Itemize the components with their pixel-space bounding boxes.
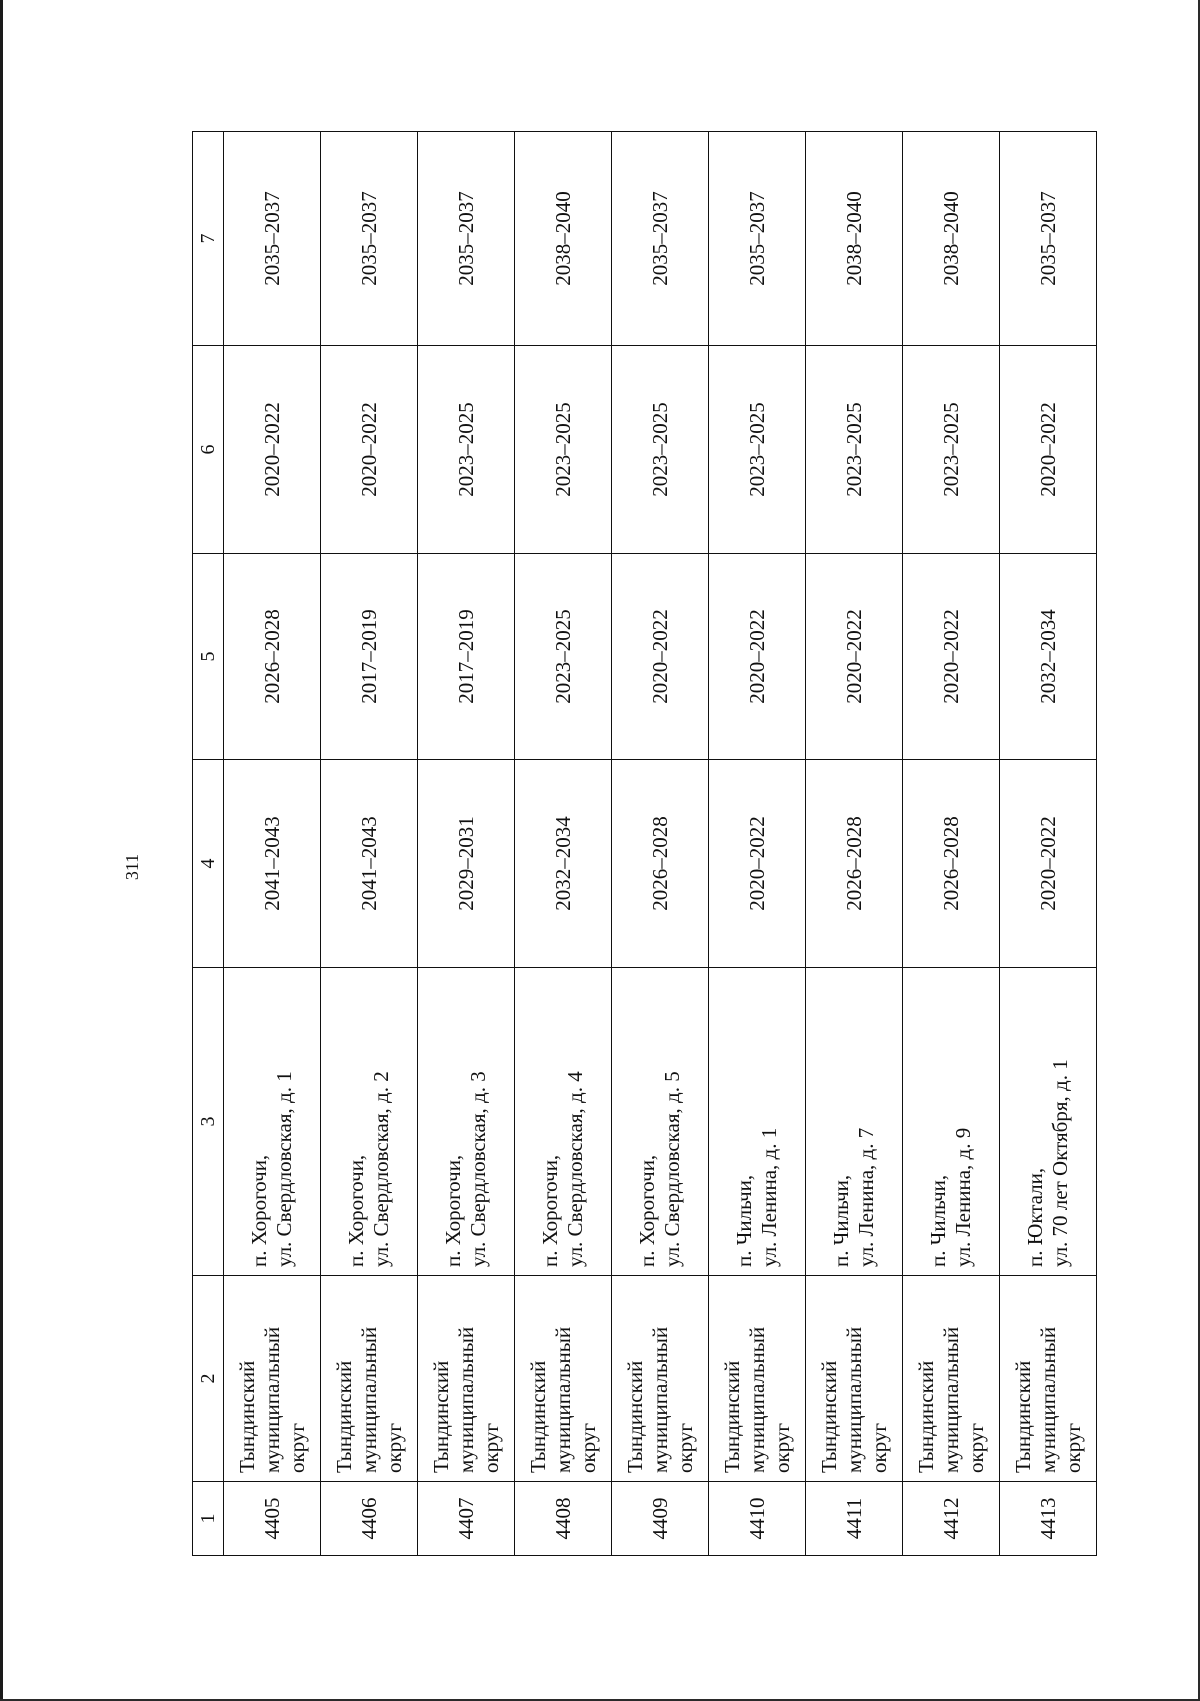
cell-address-text: п. Хорогочи, xyxy=(247,1154,271,1267)
cell-address-text: ул. Свердловская, д. 4 xyxy=(563,1071,587,1267)
cell-address-text: ул. 70 лет Октября, д. 1 xyxy=(1048,1059,1072,1267)
table-row xyxy=(612,132,709,1556)
cell-period-col7-text: 2035–2037 xyxy=(259,191,284,286)
cell-address xyxy=(709,968,806,1276)
cell-period-col4 xyxy=(709,760,806,968)
cell-number xyxy=(224,1482,321,1556)
cell-address xyxy=(321,968,418,1276)
cell-address xyxy=(903,968,1000,1276)
cell-period-col6 xyxy=(1000,346,1097,554)
cell-number-text: 4407 xyxy=(453,1497,478,1540)
table-row xyxy=(418,132,515,1556)
cell-number-text: 4410 xyxy=(744,1497,769,1540)
cell-number-text: 4409 xyxy=(647,1497,672,1540)
cell-district xyxy=(1000,1276,1097,1482)
cell-period-col4 xyxy=(418,760,515,968)
header-row xyxy=(193,132,224,1556)
table-row xyxy=(224,132,321,1556)
cell-address-text: п. Хорогочи, xyxy=(344,1154,368,1267)
cell-address-text: ул. Свердловская, д. 1 xyxy=(272,1071,296,1267)
cell-district-text: Тындинский муниципальный округ xyxy=(622,1326,697,1473)
cell-period-col5 xyxy=(612,554,709,760)
cell-district xyxy=(709,1276,806,1482)
cell-district-text: Тындинский муниципальный округ xyxy=(1010,1326,1085,1473)
cell-district-text: Тындинский муниципальный округ xyxy=(525,1326,600,1473)
cell-period-col4-text: 2026–2028 xyxy=(841,816,866,911)
cell-period-col5-text: 2020–2022 xyxy=(841,609,866,704)
cell-period-col4-text: 2026–2028 xyxy=(938,816,963,911)
cell-period-col6-text: 2023–2025 xyxy=(647,402,672,497)
cell-period-col6 xyxy=(418,346,515,554)
cell-period-col7-text: 2035–2037 xyxy=(1035,191,1060,286)
cell-number xyxy=(418,1482,515,1556)
cell-number-text: 4413 xyxy=(1035,1497,1060,1540)
cell-period-col5-text: 2023–2025 xyxy=(550,609,575,704)
cell-address xyxy=(1000,968,1097,1276)
cell-district-text: Тындинский муниципальный округ xyxy=(719,1326,794,1473)
cell-district xyxy=(418,1276,515,1482)
cell-address-text: п. Чильчи, xyxy=(732,1174,756,1267)
cell-period-col4 xyxy=(224,760,321,968)
cell-number xyxy=(321,1482,418,1556)
column-header: 1 xyxy=(193,1482,224,1556)
table-row xyxy=(806,132,903,1556)
cell-address xyxy=(224,968,321,1276)
cell-address-text: ул. Ленина, д. 9 xyxy=(951,1127,975,1267)
cell-period-col4-text: 2020–2022 xyxy=(1035,816,1060,911)
cell-period-col5 xyxy=(224,554,321,760)
column-header: 5 xyxy=(193,554,224,760)
cell-district xyxy=(515,1276,612,1482)
cell-period-col6 xyxy=(903,346,1000,554)
cell-period-col4 xyxy=(321,760,418,968)
register-table-wrapper xyxy=(192,132,1096,1556)
cell-district xyxy=(321,1276,418,1482)
cell-period-col6 xyxy=(321,346,418,554)
cell-number-text: 4405 xyxy=(259,1497,284,1540)
table-row xyxy=(321,132,418,1556)
cell-address xyxy=(515,968,612,1276)
cell-period-col4-text: 2029–2031 xyxy=(453,816,478,911)
register-table xyxy=(192,131,1097,1556)
cell-address-text: п. Хорогочи, xyxy=(441,1154,465,1267)
cell-period-col5-text: 2017–2019 xyxy=(356,609,381,704)
cell-period-col5 xyxy=(1000,554,1097,760)
cell-period-col5-text: 2017–2019 xyxy=(453,609,478,704)
cell-period-col7-text: 2038–2040 xyxy=(938,191,963,286)
cell-period-col4-text: 2020–2022 xyxy=(744,816,769,911)
cell-period-col4 xyxy=(515,760,612,968)
scan-edge-left xyxy=(0,0,3,1701)
column-header: 6 xyxy=(193,346,224,554)
cell-period-col4 xyxy=(903,760,1000,968)
cell-address xyxy=(612,968,709,1276)
table-body xyxy=(224,132,1097,1556)
cell-address-text: ул. Свердловская, д. 2 xyxy=(369,1071,393,1267)
cell-address-text: п. Чильчи, xyxy=(926,1174,950,1267)
cell-period-col5 xyxy=(709,554,806,760)
cell-period-col6 xyxy=(515,346,612,554)
cell-period-col7 xyxy=(515,132,612,346)
cell-address xyxy=(418,968,515,1276)
cell-period-col4-text: 2032–2034 xyxy=(550,816,575,911)
cell-period-col5-text: 2020–2022 xyxy=(938,609,963,704)
cell-period-col5 xyxy=(903,554,1000,760)
cell-period-col7-text: 2035–2037 xyxy=(744,191,769,286)
cell-period-col7 xyxy=(1000,132,1097,346)
cell-number-text: 4411 xyxy=(841,1497,866,1540)
cell-period-col6 xyxy=(612,346,709,554)
cell-address-text: ул. Ленина, д. 7 xyxy=(854,1127,878,1267)
cell-address-text: п. Хорогочи, xyxy=(635,1154,659,1267)
cell-period-col7-text: 2035–2037 xyxy=(647,191,672,286)
cell-period-col4-text: 2041–2043 xyxy=(356,816,381,911)
cell-district xyxy=(806,1276,903,1482)
cell-period-col6-text: 2023–2025 xyxy=(841,402,866,497)
cell-period-col6 xyxy=(224,346,321,554)
page-number: 311 xyxy=(122,853,142,881)
cell-district-text: Тындинский муниципальный округ xyxy=(816,1326,891,1473)
cell-number-text: 4406 xyxy=(356,1497,381,1540)
cell-period-col4-text: 2041–2043 xyxy=(259,816,284,911)
cell-period-col5 xyxy=(418,554,515,760)
cell-period-col5 xyxy=(515,554,612,760)
column-header: 2 xyxy=(193,1276,224,1482)
table-row xyxy=(903,132,1000,1556)
cell-period-col6-text: 2023–2025 xyxy=(453,402,478,497)
cell-number xyxy=(806,1482,903,1556)
cell-period-col7-text: 2038–2040 xyxy=(841,191,866,286)
cell-address xyxy=(806,968,903,1276)
column-header: 4 xyxy=(193,760,224,968)
cell-period-col7 xyxy=(224,132,321,346)
cell-district-text: Тындинский муниципальный округ xyxy=(234,1326,309,1473)
cell-period-col7 xyxy=(321,132,418,346)
cell-period-col6-text: 2020–2022 xyxy=(1035,402,1060,497)
cell-district-text: Тындинский муниципальный округ xyxy=(428,1326,503,1473)
table-row xyxy=(1000,132,1097,1556)
cell-period-col4 xyxy=(1000,760,1097,968)
cell-address-text: ул. Свердловская, д. 3 xyxy=(466,1071,490,1267)
cell-period-col7 xyxy=(612,132,709,346)
cell-period-col7-text: 2035–2037 xyxy=(453,191,478,286)
cell-period-col5 xyxy=(806,554,903,760)
cell-period-col6-text: 2020–2022 xyxy=(259,402,284,497)
cell-address-text: п. Чильчи, xyxy=(829,1174,853,1267)
cell-period-col7-text: 2038–2040 xyxy=(550,191,575,286)
cell-period-col6-text: 2020–2022 xyxy=(356,402,381,497)
cell-district xyxy=(224,1276,321,1482)
cell-address-text: ул. Ленина, д. 1 xyxy=(757,1127,781,1267)
cell-period-col6 xyxy=(709,346,806,554)
cell-address-text: п. Юктали, xyxy=(1023,1167,1047,1267)
cell-district-text: Тындинский муниципальный округ xyxy=(331,1326,406,1473)
column-header: 3 xyxy=(193,968,224,1276)
cell-number-text: 4412 xyxy=(938,1497,963,1540)
cell-period-col6-text: 2023–2025 xyxy=(744,402,769,497)
cell-number xyxy=(903,1482,1000,1556)
cell-period-col5-text: 2020–2022 xyxy=(647,609,672,704)
cell-period-col5-text: 2020–2022 xyxy=(744,609,769,704)
cell-period-col7 xyxy=(709,132,806,346)
cell-period-col7-text: 2035–2037 xyxy=(356,191,381,286)
cell-period-col6 xyxy=(806,346,903,554)
cell-number-text: 4408 xyxy=(550,1497,575,1540)
column-header: 7 xyxy=(193,132,224,346)
cell-district-text: Тындинский муниципальный округ xyxy=(913,1326,988,1473)
cell-period-col6-text: 2023–2025 xyxy=(938,402,963,497)
cell-period-col7 xyxy=(806,132,903,346)
cell-period-col5-text: 2032–2034 xyxy=(1035,609,1060,704)
cell-period-col4 xyxy=(806,760,903,968)
cell-number xyxy=(709,1482,806,1556)
cell-period-col7 xyxy=(418,132,515,346)
cell-district xyxy=(612,1276,709,1482)
cell-period-col7 xyxy=(903,132,1000,346)
cell-number xyxy=(515,1482,612,1556)
cell-period-col4 xyxy=(612,760,709,968)
cell-district xyxy=(903,1276,1000,1482)
table-row xyxy=(709,132,806,1556)
cell-address-text: ул. Свердловская, д. 5 xyxy=(660,1071,684,1267)
cell-period-col6-text: 2023–2025 xyxy=(550,402,575,497)
table-row xyxy=(515,132,612,1556)
cell-period-col4-text: 2026–2028 xyxy=(647,816,672,911)
cell-number xyxy=(1000,1482,1097,1556)
cell-address-text: п. Хорогочи, xyxy=(538,1154,562,1267)
cell-period-col5-text: 2026–2028 xyxy=(259,609,284,704)
cell-period-col5 xyxy=(321,554,418,760)
cell-number xyxy=(612,1482,709,1556)
